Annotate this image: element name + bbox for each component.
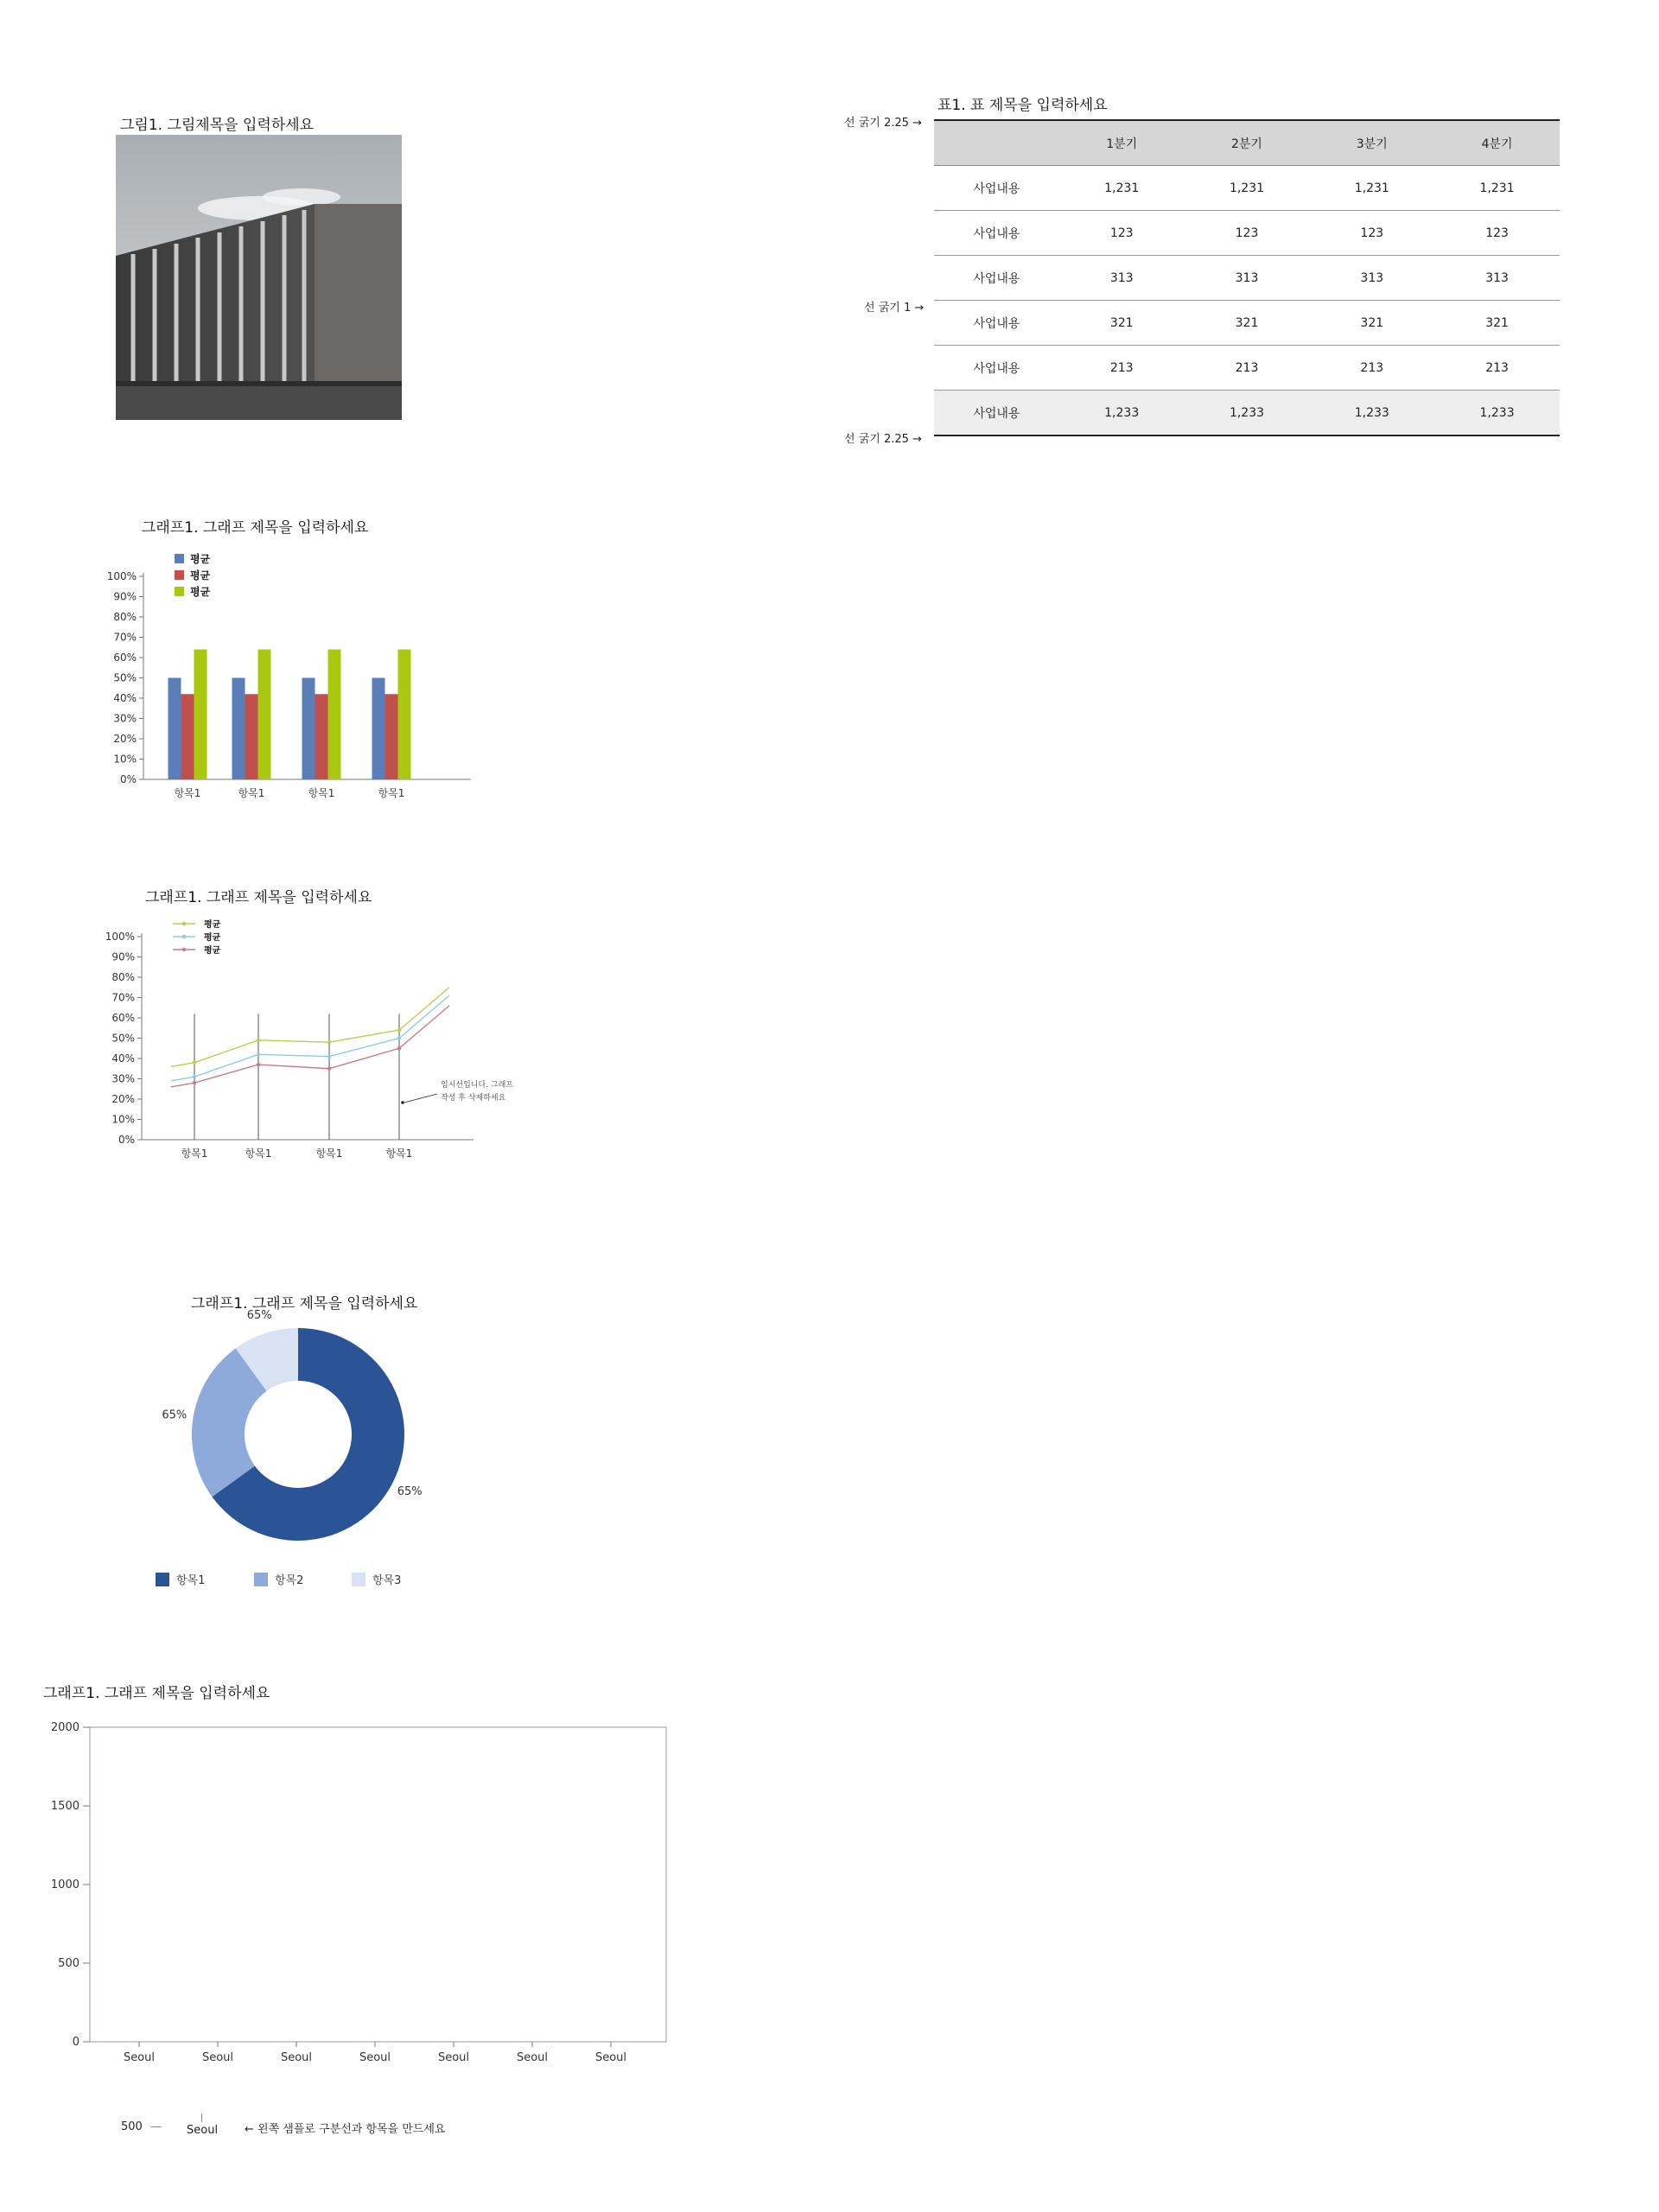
bar bbox=[245, 694, 258, 779]
annotation-text: 작성 후 삭제하세요 bbox=[441, 1094, 506, 1103]
series-line bbox=[171, 988, 449, 1067]
x-tick-label: Seoul bbox=[516, 2051, 549, 2064]
building-photo-image bbox=[116, 135, 402, 420]
bar bbox=[258, 650, 271, 779]
bar bbox=[315, 694, 328, 779]
x-tick-label: 항목1 bbox=[315, 1147, 343, 1160]
table-cell: 1,231 bbox=[1309, 166, 1434, 211]
legend-label: 평균 bbox=[190, 586, 211, 598]
y-tick-label: 70% bbox=[111, 991, 135, 1004]
x-tick-label: Seoul bbox=[201, 2051, 234, 2064]
data-point bbox=[327, 1040, 331, 1044]
table-caption: 표1. 표 제목을 입력하세요 bbox=[938, 97, 1108, 114]
table-cell: 1,231 bbox=[1434, 166, 1560, 211]
sample-tick-mark bbox=[151, 2126, 162, 2127]
data-label: 65% bbox=[397, 1484, 423, 1498]
table-cell: 1,233 bbox=[1059, 391, 1185, 436]
bar bbox=[302, 678, 315, 780]
bar bbox=[385, 694, 398, 779]
y-tick-label: 60% bbox=[113, 652, 137, 664]
table-row bbox=[934, 256, 1560, 301]
y-tick-label: 20% bbox=[113, 733, 137, 745]
data-point bbox=[397, 1046, 401, 1050]
table-cell: 123 bbox=[1059, 211, 1185, 256]
y-tick-label: 1000 bbox=[50, 1878, 79, 1891]
table-cell: 313 bbox=[1309, 256, 1434, 301]
y-tick-label: 40% bbox=[113, 692, 137, 704]
table-header-row bbox=[934, 120, 1560, 166]
sample-divider bbox=[201, 2113, 202, 2122]
data-label: 65% bbox=[246, 1309, 272, 1323]
donut-chart-title: 그래프1. 그래프 제목을 입력하세요 bbox=[191, 1295, 418, 1313]
y-tick-label: 50% bbox=[113, 671, 137, 684]
sample-instruction: ← 왼쪽 샘플로 구분선과 항목을 만드세요 bbox=[245, 2123, 446, 2136]
table-cell: 1,231 bbox=[1185, 166, 1310, 211]
y-tick-label: 0% bbox=[118, 1134, 135, 1146]
table-cell: 213 bbox=[1434, 346, 1560, 391]
table-cell: 313 bbox=[1059, 256, 1185, 301]
legend-label: 평균 bbox=[204, 933, 221, 943]
data-point bbox=[193, 1081, 196, 1084]
data-label: 65% bbox=[162, 1408, 188, 1422]
annotation-arrowhead bbox=[401, 1101, 404, 1104]
x-tick-label: Seoul bbox=[437, 2051, 470, 2064]
y-tick-label: 50% bbox=[111, 1032, 135, 1045]
x-tick-label: 항목1 bbox=[385, 1147, 413, 1160]
y-tick-label: 90% bbox=[111, 950, 135, 963]
legend-marker bbox=[182, 922, 186, 925]
series-line bbox=[171, 1006, 449, 1087]
data-point bbox=[257, 1063, 260, 1066]
y-tick-label: 0% bbox=[119, 773, 137, 785]
x-tick-label: 항목1 bbox=[238, 787, 265, 799]
y-tick-label: 80% bbox=[111, 971, 135, 983]
annotation-text: 임시선입니다. 그래프 bbox=[441, 1081, 513, 1090]
annotation-arrow bbox=[404, 1094, 437, 1103]
bar bbox=[181, 694, 194, 779]
table-cell: 213 bbox=[1309, 346, 1434, 391]
table-cell: 사업내용 bbox=[934, 211, 1059, 256]
bar bbox=[232, 678, 245, 780]
x-tick-label: Seoul bbox=[123, 2051, 156, 2064]
x-tick-label: Seoul bbox=[280, 2051, 313, 2064]
bar bbox=[398, 650, 411, 779]
table-cell: 321 bbox=[1185, 301, 1310, 346]
legend-label: 항목1 bbox=[176, 1574, 206, 1587]
line-note-bottom: 선 굵기 2.25 → bbox=[844, 433, 922, 446]
data-point bbox=[193, 1061, 196, 1065]
legend-label: 평균 bbox=[204, 946, 221, 956]
y-tick-label: 10% bbox=[111, 1113, 135, 1126]
x-tick-label: Seoul bbox=[359, 2051, 391, 2064]
data-point bbox=[397, 1036, 401, 1039]
line-note-top: 선 굵기 2.25 → bbox=[844, 117, 922, 130]
sample-category-label: Seoul bbox=[187, 2124, 219, 2137]
table-cell: 사업내용 bbox=[934, 166, 1059, 211]
data-point bbox=[327, 1067, 331, 1071]
y-tick-label: 70% bbox=[113, 631, 137, 644]
legend-label: 항목3 bbox=[372, 1574, 402, 1587]
y-tick-label: 30% bbox=[113, 712, 137, 725]
y-tick-label: 40% bbox=[111, 1052, 135, 1065]
table-cell: 123 bbox=[1185, 211, 1310, 256]
y-tick-label: 100% bbox=[106, 570, 137, 582]
table-cell: 사업내용 bbox=[934, 256, 1059, 301]
legend-swatch bbox=[254, 1573, 268, 1586]
legend-label: 평균 bbox=[190, 553, 211, 565]
legend-label: 항목2 bbox=[275, 1574, 304, 1587]
y-tick-label: 2000 bbox=[50, 1721, 79, 1734]
y-tick-label: 90% bbox=[113, 590, 137, 603]
table-header-cell: 1분기 bbox=[1059, 120, 1185, 166]
table-cell: 123 bbox=[1434, 211, 1560, 256]
legend-label: 평균 bbox=[204, 920, 221, 930]
y-tick-label: 80% bbox=[113, 611, 137, 623]
y-tick-label: 100% bbox=[105, 931, 135, 943]
table-cell: 313 bbox=[1185, 256, 1310, 301]
legend-swatch bbox=[156, 1573, 169, 1586]
x-tick-label: Seoul bbox=[594, 2051, 627, 2064]
table-cell: 1,233 bbox=[1185, 391, 1310, 436]
x-tick-label: 항목1 bbox=[181, 1147, 208, 1160]
bar-chart bbox=[86, 544, 484, 804]
table-cell: 313 bbox=[1434, 256, 1560, 301]
data-point bbox=[397, 1028, 401, 1032]
data-table bbox=[934, 119, 1560, 436]
table-cell: 321 bbox=[1434, 301, 1560, 346]
figure-caption: 그림1. 그림제목을 입력하세요 bbox=[120, 117, 315, 134]
legend-swatch bbox=[175, 554, 184, 563]
sample-tick-text: 500 bbox=[121, 2120, 143, 2133]
line-note-middle: 선 굵기 1 → bbox=[864, 302, 925, 315]
table-cell: 123 bbox=[1309, 211, 1434, 256]
donut-chart bbox=[130, 1309, 475, 1603]
table-cell: 213 bbox=[1185, 346, 1310, 391]
table-header-cell: 2분기 bbox=[1185, 120, 1310, 166]
legend-swatch bbox=[352, 1573, 365, 1586]
legend-marker bbox=[182, 935, 186, 938]
table-header-cell: 4분기 bbox=[1434, 120, 1560, 166]
table-row bbox=[934, 346, 1560, 391]
table-cell: 321 bbox=[1059, 301, 1185, 346]
sample-tick-label bbox=[121, 2120, 162, 2133]
table-cell: 321 bbox=[1309, 301, 1434, 346]
data-point bbox=[257, 1052, 260, 1056]
table-cell: 1,231 bbox=[1059, 166, 1185, 211]
data-point bbox=[257, 1039, 260, 1042]
bar-chart-title: 그래프1. 그래프 제목을 입력하세요 bbox=[142, 519, 369, 537]
table-header-cell: 3분기 bbox=[1309, 120, 1434, 166]
data-point bbox=[327, 1054, 331, 1058]
empty-chart bbox=[35, 1711, 674, 2074]
line-chart-title: 그래프1. 그래프 제목을 입력하세요 bbox=[145, 889, 372, 906]
table-row bbox=[934, 211, 1560, 256]
table-cell: 사업내용 bbox=[934, 301, 1059, 346]
y-tick-label: 10% bbox=[113, 753, 137, 766]
table-cell: 사업내용 bbox=[934, 391, 1059, 436]
bar bbox=[194, 650, 207, 779]
y-tick-label: 0 bbox=[72, 2036, 79, 2049]
y-tick-label: 500 bbox=[58, 1957, 79, 1970]
bar bbox=[328, 650, 341, 779]
y-tick-label: 30% bbox=[111, 1072, 135, 1085]
x-tick-label: 항목1 bbox=[378, 787, 405, 799]
table-row bbox=[934, 301, 1560, 346]
empty-chart-title: 그래프1. 그래프 제목을 입력하세요 bbox=[43, 1685, 270, 1702]
x-tick-label: 항목1 bbox=[174, 787, 201, 799]
y-tick-label: 20% bbox=[111, 1093, 135, 1105]
building-photo bbox=[116, 135, 402, 420]
legend-marker bbox=[182, 948, 186, 951]
bar bbox=[372, 678, 385, 780]
table-row bbox=[934, 166, 1560, 211]
plot-frame bbox=[90, 1727, 666, 2042]
table-cell: 사업내용 bbox=[934, 346, 1059, 391]
bar bbox=[168, 678, 181, 780]
legend-label: 평균 bbox=[190, 569, 211, 582]
data-point bbox=[193, 1075, 196, 1078]
table-cell: 1,233 bbox=[1434, 391, 1560, 436]
line-chart bbox=[86, 914, 536, 1173]
legend-swatch bbox=[175, 587, 184, 596]
table-cell: 1,233 bbox=[1309, 391, 1434, 436]
y-tick-label: 60% bbox=[111, 1012, 135, 1024]
legend-swatch bbox=[175, 570, 184, 580]
table-cell: 213 bbox=[1059, 346, 1185, 391]
table-row bbox=[934, 391, 1560, 436]
table-header-cell bbox=[934, 120, 1059, 166]
x-tick-label: 항목1 bbox=[245, 1147, 272, 1160]
y-tick-label: 1500 bbox=[50, 1800, 79, 1813]
x-tick-label: 항목1 bbox=[308, 787, 335, 799]
